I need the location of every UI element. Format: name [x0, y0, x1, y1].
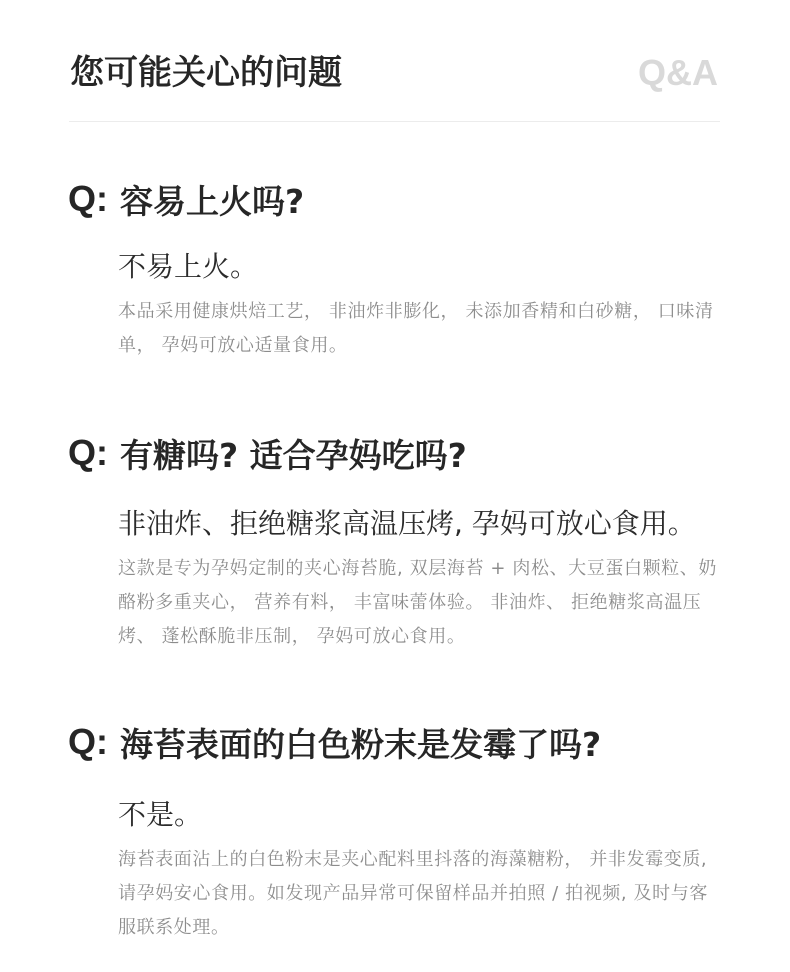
- answer-detail: 海苔表面沾上的白色粉末是夹心配料里抖落的海藻糖粉， 并非发霉变质, 请孕妈安心食用。如发现产品异常可保留样品并拍照 / 拍视频, 及时与客服联系处理。: [118, 849, 708, 938]
- question-text: 海苔表面的白色粉末是发霉了吗?: [120, 724, 602, 764]
- faq-question: [68, 717, 720, 767]
- answer-detail: 这款是专为孕妈定制的夹心海苔脆, 双层海苔 + 肉松、大豆蛋白颗粒、奶酪粉多重夹心， 营养有料， 丰富味蕾体验。 非油炸、 拒绝糖浆高温压烤、 蓬松酥脆非压制， 孕妈可放心食用。: [118, 558, 717, 647]
- faq-item: [68, 174, 720, 363]
- faq-answer: [118, 247, 718, 363]
- question-prefix: Q:: [68, 432, 108, 473]
- qa-badge: Q&A: [638, 52, 718, 93]
- question-text: 有糖吗? 适合孕妈吃吗?: [120, 435, 467, 475]
- question-text: 容易上火吗?: [120, 181, 305, 221]
- faq-question: [68, 174, 720, 224]
- faq-item: [68, 428, 720, 654]
- answer-headline: 非油炸、拒绝糖浆高温压烤, 孕妈可放心食用。: [118, 507, 696, 540]
- header-divider: [69, 121, 720, 122]
- faq-question: [68, 428, 720, 478]
- answer-detail: 本品采用健康烘焙工艺， 非油炸非膨化， 未添加香精和白砂糖， 口味清单， 孕妈可放心适量食用。: [118, 301, 714, 356]
- faq-answer: [118, 504, 718, 654]
- answer-headline: 不是。: [118, 798, 203, 831]
- faq-item: [68, 717, 720, 945]
- answer-headline: 不易上火。: [118, 250, 259, 283]
- page-title: 您可能关心的问题: [70, 53, 342, 93]
- question-prefix: Q:: [68, 178, 108, 219]
- faq-answer: [118, 795, 718, 945]
- question-prefix: Q:: [68, 721, 108, 762]
- page-header: [70, 50, 720, 96]
